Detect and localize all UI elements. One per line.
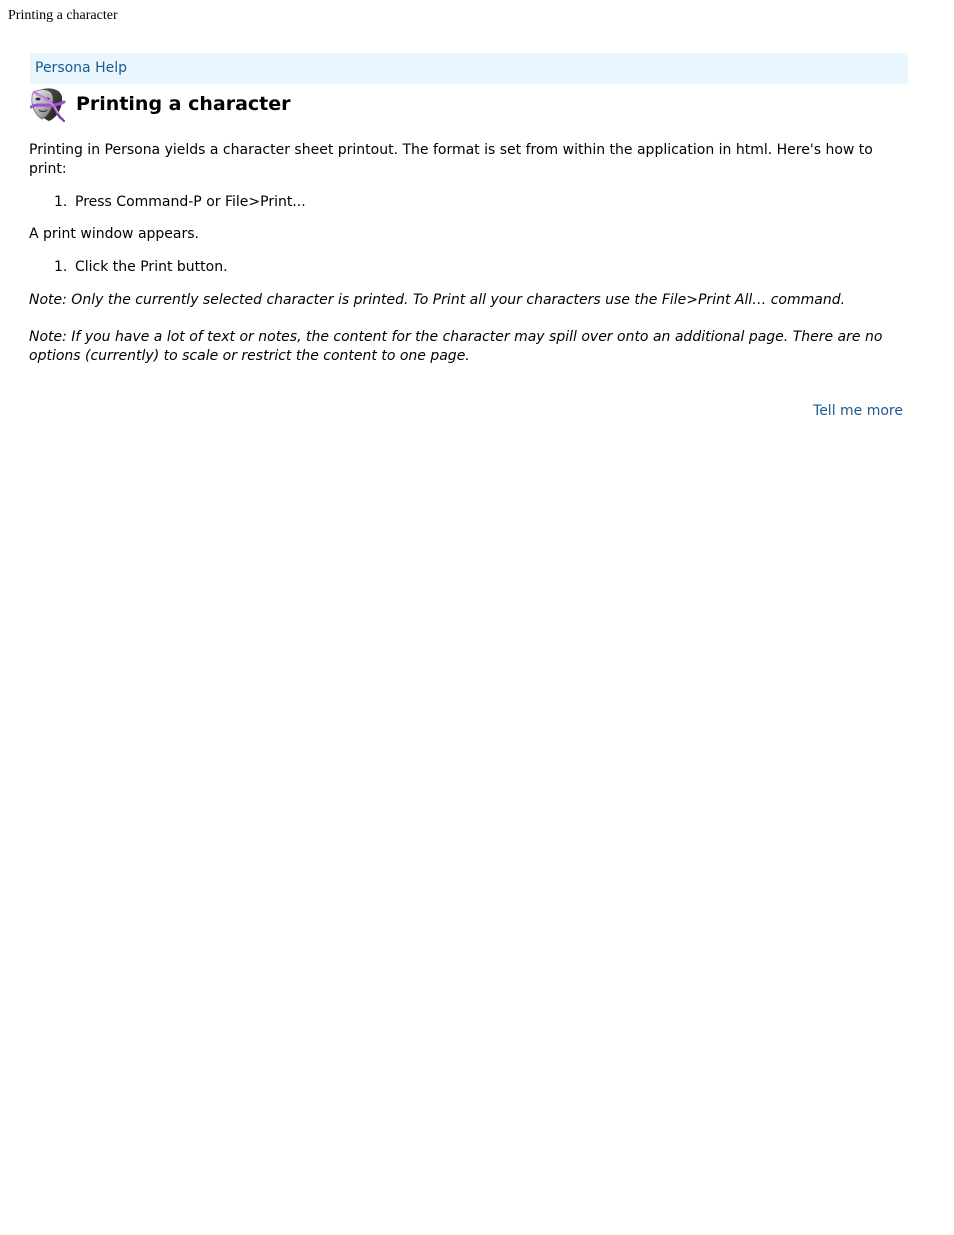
page-title: Printing a character — [76, 93, 291, 115]
step-list-print-button — [29, 258, 895, 277]
list-item — [29, 258, 895, 277]
list-item — [29, 193, 895, 212]
step-text: Press Command-P or File>Print... — [75, 194, 306, 210]
note-selected-character: Note: Only the currently selected character is printed. To Print all your characters use the File>Print All… command. — [29, 292, 846, 308]
step-number: 1. — [54, 194, 68, 210]
tell-me-more-link[interactable]: Tell me more — [813, 403, 903, 419]
intro-paragraph: Printing in Persona yields a character sheet printout. The format is set from within the application in html. Here's how to print: — [29, 142, 873, 177]
help-banner — [30, 53, 908, 84]
persona-help-link[interactable]: Persona Help — [35, 60, 127, 76]
title-row — [30, 85, 291, 123]
step-text: Click the Print button. — [75, 259, 228, 275]
help-content — [29, 141, 895, 366]
step-number: 1. — [54, 259, 68, 275]
note-content-overflow: Note: If you have a lot of text or notes, the content for the character may spill over onto an additional page. There are no options (currently) to scale or restrict the content to one page. — [29, 329, 883, 364]
step-list-print-command — [29, 193, 895, 212]
persona-app-icon — [30, 85, 66, 123]
document-header-title: Printing a character — [8, 8, 118, 23]
print-window-text: A print window appears. — [29, 226, 199, 242]
